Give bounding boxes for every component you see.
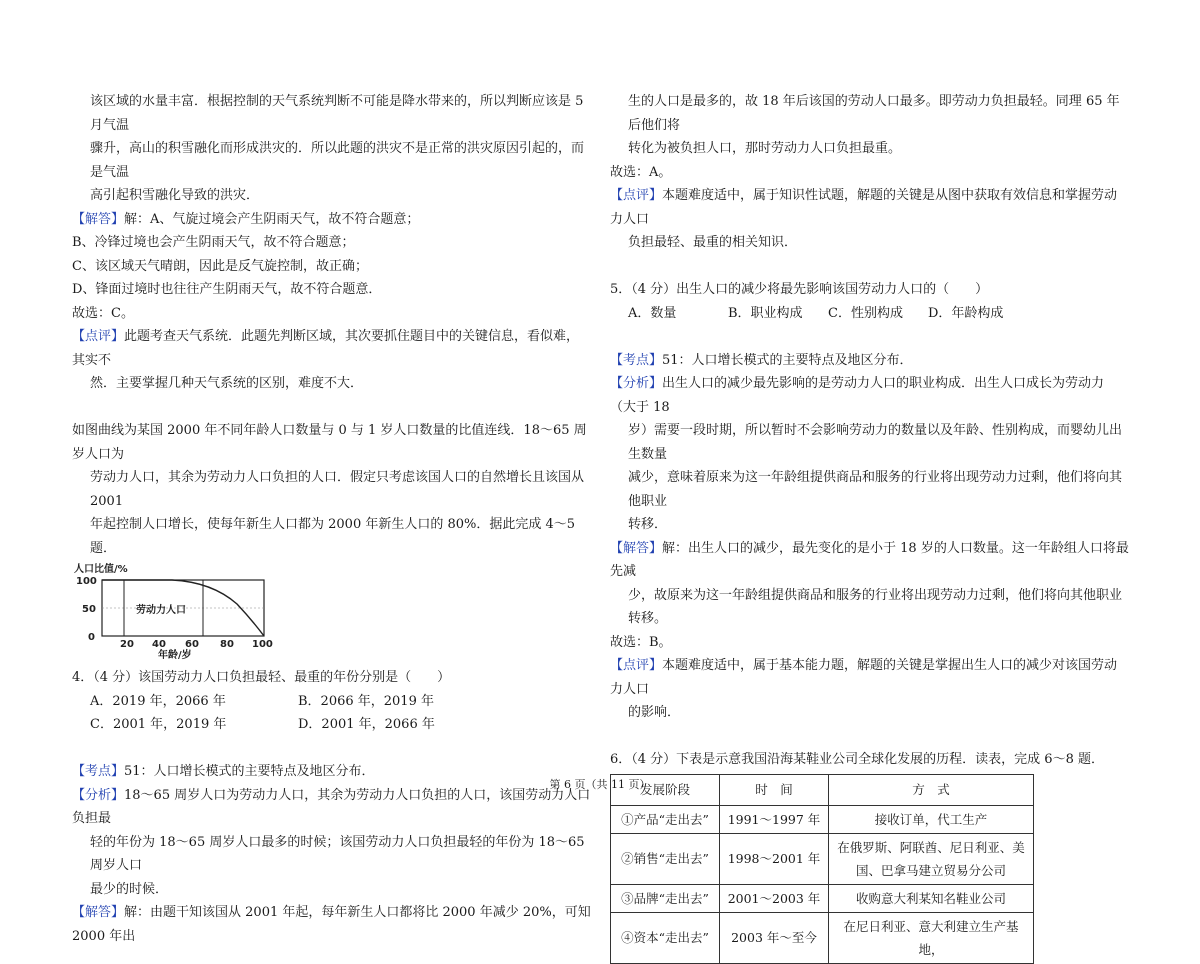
text-line: 生的人口是最多的，故 18 年后该国的劳动人口最多。即劳动力负担最轻。同理 65 年后他们将 [628,94,1120,133]
x-tick: 80 [220,639,234,650]
table-cell: 收购意大利某知名鞋业公司 [829,884,1034,912]
x-tick: 60 [185,639,199,650]
table-cell: ④资本“走出去” [611,912,720,963]
text-line: 故选：A。 [610,164,672,180]
table-cell: 1998～2001 年 [720,833,829,884]
text-line: 少，故原来为这一年龄组提供商品和服务的行业将出现劳动力过剩，他们将向其他职业转移。 [628,587,1123,626]
option-b: B．2066 年，2019 年 [298,693,434,709]
options-row [610,302,1130,326]
text-line: 最少的时候． [90,881,169,897]
option-a: A．数量 [628,305,677,321]
kaodian-tag: 【考点】 [72,764,125,779]
table-cell: 2001～2003 年 [720,884,829,912]
left-column [72,90,592,948]
answer-line: 【解答】解：由题干知该国从 2001 年起，每年新生人口都将比 2000 年减少 20%，可知 2000 年出 [72,905,591,944]
question-4: 4．（4 分）该国劳动力人口负担最轻、最重的年份分别是（ ） [72,670,451,685]
y-tick: 0 [88,632,95,643]
column-header: 发展阶段 [611,774,720,805]
comment-line: 【点评】本题难度适中，属于知识性试题，解题的关键是从图中获取有效信息和掌握劳动力人口 [610,188,1118,227]
text-line: C、该区域天气晴朗，因此是反气旋控制，故正确； [72,258,368,274]
table-row [611,833,1034,884]
page-footer: 第 6 页（共 11 页） [549,778,651,791]
text-line: 转移． [628,517,668,532]
text-line: 骤升，高山的积雪融化而形成洪灾的．所以此题的洪灾不是正常的洪灾原因引起的，而是气温 [90,141,585,180]
comment-tag: 【点评】 [610,658,663,673]
text-line: 劳动力人口，其余为劳动力人口负担的人口．假定只考虑该国人口的自然增长且该国从 2001 [90,470,585,509]
answer-tag: 【解答】 [72,211,125,227]
text-line: D、锋面过境时也往往产生阴雨天气，故不符合题意． [72,282,382,297]
table-cell: ③品牌“走出去” [611,884,720,912]
fenxi-tag: 【分析】 [72,787,125,803]
y-axis-label: 人口比值/% [74,564,128,575]
option-c: C．性别构成 [828,305,903,321]
column-header: 方 式 [829,774,1034,805]
option-a: A．2019 年，2066 年 [90,693,226,709]
kaodian-line: 【考点】51：人口增长模式的主要特点及地区分布． [72,764,375,779]
text-line: 然．主要掌握几种天气系统的区别，难度不大． [90,376,364,391]
options-row [72,690,592,714]
column-header: 时 间 [720,774,829,805]
text-line: 如图曲线为某国 2000 年不同年龄人口数量与 0 与 1 岁人口数量的比值连线．18～65 周岁人口为 [72,423,587,462]
table-cell: 1991～1997 年 [720,805,829,833]
comment-tag: 【点评】 [610,188,663,203]
table-cell: ①产品“走出去” [611,805,720,833]
text-line: 转化为被负担人口，那时劳动力人口负担最重。 [628,141,902,156]
comment-tag: 【点评】 [72,329,125,344]
y-tick: 50 [82,604,96,615]
table-cell: 2003 年～至今 [720,912,829,963]
fenxi-line: 【分析】出生人口的减少最先影响的是劳动力人口的职业构成．出生人口成长为劳动力（大于 18 [610,376,1105,415]
answer-line: 【解答】解：出生人口的减少，最先变化的是小于 18 岁的人口数量。这一年龄组人口将最先减 [610,540,1129,579]
text-line: 轻的年份为 18～65 周岁人口最多的时候；该国劳动力人口负担最轻的年份为 18～65 周岁人口 [90,834,585,873]
development-table [610,774,1034,964]
table-row [611,805,1034,833]
fenxi-line: 【分析】18～65 周岁人口为劳动力人口，其余为劳动力人口负担的人口，该国劳动力人口负担最 [72,787,591,826]
question-5: 5．（4 分）出生人口的减少将最先影响该国劳动力人口的（ ） [610,282,989,297]
answer-tag: 【解答】 [610,540,663,556]
option-c: C．2001 年，2019 年 [90,717,227,732]
x-axis-label: 年龄/岁 [158,650,192,661]
table-cell: ②销售“走出去” [611,833,720,884]
right-column [610,90,1130,964]
text-line: 负担最轻、最重的相关知识． [628,235,798,250]
text-line: 该区域的水量丰富．根据控制的天气系统判断不可能是降水带来的，所以判断应该是 5 月气温 [90,94,584,133]
text-line: 高引起积雪融化导致的洪灾． [90,188,260,203]
text-line: 年起控制人口增长，使每年新生人口都为 2000 年新生人口的 80%．据此完成 4～5 题． [90,517,576,556]
option-b: B．职业构成 [728,305,803,321]
kaodian-tag: 【考点】 [610,352,663,368]
population-ratio-chart [72,562,282,660]
fenxi-tag: 【分析】 [610,376,663,391]
x-tick: 100 [252,639,273,650]
options-row [72,713,592,737]
comment-line: 【点评】本题难度适中，属于基本能力题，解题的关键是掌握出生人口的减少对该国劳动力人口 [610,658,1118,697]
table-row [611,912,1034,963]
table-cell: 在尼日利亚、意大利建立生产基地， [829,912,1034,963]
labor-region-label: 劳动力人口 [136,605,186,616]
answer-tag: 【解答】 [72,905,125,920]
x-tick: 20 [120,639,134,650]
answer-line: 【解答】解：A、气旋过境会产生阴雨天气，故不符合题意； [72,211,420,227]
comment-line: 【点评】此题考查天气系统．此题先判断区域，其次要抓住题目中的关键信息，看似难，其实不 [72,329,580,368]
population-ratio-figure [72,562,282,660]
text-line: 岁）需要一段时期，所以暂时不会影响劳动力的数量以及年龄、性别构成，而婴幼儿出生数量 [628,423,1123,462]
option-d: D．2001 年，2066 年 [298,717,435,732]
text-line: 故选：C。 [72,305,134,321]
table-cell: 接收订单，代工生产 [829,805,1034,833]
table-cell: 在俄罗斯、阿联酋、尼日利亚、美国、巴拿马建立贸易分公司 [829,833,1034,884]
question-6: 6．（4 分）下表是示意我国沿海某鞋业公司全球化发展的历程．读表，完成 6～8 题． [610,752,1104,767]
text-line: 减少，意味着原来为这一年龄组提供商品和服务的行业将出现劳动力过剩，他们将向其他职业 [628,470,1123,509]
y-tick: 100 [76,576,97,587]
kaodian-line: 【考点】51：人口增长模式的主要特点及地区分布． [610,352,913,368]
text-line: 故选：B。 [610,634,672,650]
text-line: B、冷锋过境也会产生阴雨天气，故不符合题意； [72,235,355,250]
x-tick: 40 [152,639,166,650]
table-row [611,884,1034,912]
text-line: 的影响． [628,705,681,720]
option-d: D．年龄构成 [928,305,1004,321]
